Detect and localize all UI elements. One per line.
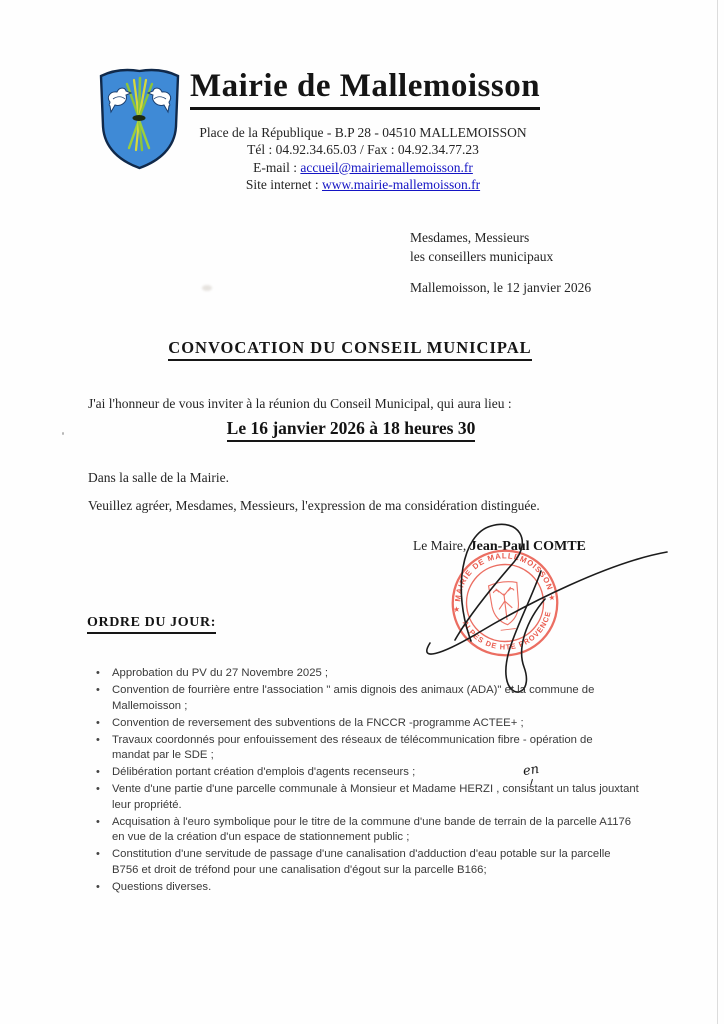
agenda-item-line: • Questions diverses. [112, 880, 212, 893]
letterhead-phone-fax: Tél : 04.92.34.65.03 / Fax : 04.92.34.77.23 [247, 142, 479, 158]
letterhead-website-line [113, 176, 613, 193]
agenda-item [95, 683, 655, 714]
letterhead-contact [113, 124, 613, 194]
website-link[interactable]: www.mairie-mallemoisson.fr [322, 177, 481, 193]
recipient-block [410, 229, 553, 266]
agenda-item-line: • Acquisation à l'euro symbolique pour le titre de la commune d'une bande de terrain de la parcelle A1176 [112, 815, 632, 828]
agenda-item [95, 815, 655, 846]
agenda-item [95, 716, 655, 732]
signature-label: Le Maire, [413, 538, 470, 553]
agenda-item-line: • Convention de reversement des subventions de la FNCCR -programme ACTEE+ ; [112, 716, 524, 729]
agenda-item-line: • Délibération portant création d'emplois d'agents recenseurs ; [112, 766, 416, 778]
letterhead [110, 68, 620, 110]
mayor-name: Jean-Paul COMTE [469, 539, 586, 554]
stamp-star-icon: ★ [452, 604, 461, 615]
scan-artifact-smudge [202, 285, 212, 291]
page-title: Mairie de Mallemoisson [190, 68, 540, 110]
scan-artifact-dot [62, 432, 64, 435]
letterhead-address: Place de la République - B.P 28 - 04510 MALLEMOISSON [199, 125, 527, 140]
dateline: Mallemoisson, le 12 janvier 2026 [410, 280, 592, 295]
agenda-item-line: en vue de la création d'un espace de stationnement public ; [112, 831, 410, 843]
agenda-list [95, 666, 655, 897]
agenda-item [95, 847, 655, 878]
agenda-item-line: Mallemoisson ; [112, 699, 188, 712]
letter-closing: Veuillez agréer, Mesdames, Messieurs, l'expression de ma considération distinguée. [88, 498, 540, 513]
letter-intro: J'ai l'honneur de vous inviter à la réunion du Conseil Municipal, qui aura lieu : [88, 396, 512, 411]
agenda-item-line: • Approbation du PV du 27 Novembre 2025 ; [112, 667, 329, 679]
meeting-datetime [0, 418, 702, 442]
agenda-item-line: • Convention de fourrière entre l'association " amis dignois des animaux (ADA)" et la commune de [112, 684, 595, 696]
subject-heading [0, 338, 700, 361]
agenda-heading-text: ORDRE DU JOUR: [87, 615, 216, 634]
agenda-item-line: • Vente d'une partie d'une parcelle communale à Monsieur et Madame HERZI , consistant un talus jouxtant [112, 783, 639, 795]
stamp-bottom-text: ALPES DE HTE PROVENCE [460, 609, 553, 652]
stamp-star-icon: ★ [547, 592, 556, 603]
agenda-heading [87, 606, 216, 634]
agenda-item [95, 782, 655, 813]
agenda-item [95, 880, 655, 896]
agenda-item [95, 666, 655, 682]
agenda-item-line: leur propriété. [112, 798, 182, 811]
letterhead-email-line [113, 159, 613, 176]
website-label: Site internet : [245, 177, 322, 193]
agenda-item-line: • Constitution d'une servitude de passage d'une canalisation d'adduction d'eau potable sur la parcelle [112, 848, 611, 860]
agenda-item [95, 765, 655, 781]
meeting-location: Dans la salle de la Mairie. [88, 470, 229, 485]
meeting-datetime-text: Le 16 janvier 2026 à 18 heures 30 [227, 418, 476, 442]
agenda-item-line: B756 et droit de tréfond pour une canalisation d'égout sur la parcelle B166; [112, 863, 487, 876]
agenda-item-line: mandat par le SDE ; [112, 749, 214, 761]
scan-edge-line [717, 0, 718, 1024]
recipient-line: les conseillers municipaux [410, 248, 554, 264]
email-label: E-mail : [253, 159, 301, 175]
agenda-item-line: • Travaux coordonnés pour enfouissement des réseaux de télécommunication fibre - opération de [112, 733, 593, 746]
stamp-top-text: MAIRIE DE MALLEMOISSON [453, 551, 555, 603]
subject-text: CONVOCATION DU CONSEIL MUNICIPAL [168, 338, 531, 361]
recipient-line: Mesdames, Messieurs [410, 230, 530, 245]
agenda-item [95, 733, 655, 764]
handwritten-insertion: en [521, 761, 541, 780]
email-link[interactable]: accueil@mairiemallemoisson.fr [300, 159, 473, 175]
